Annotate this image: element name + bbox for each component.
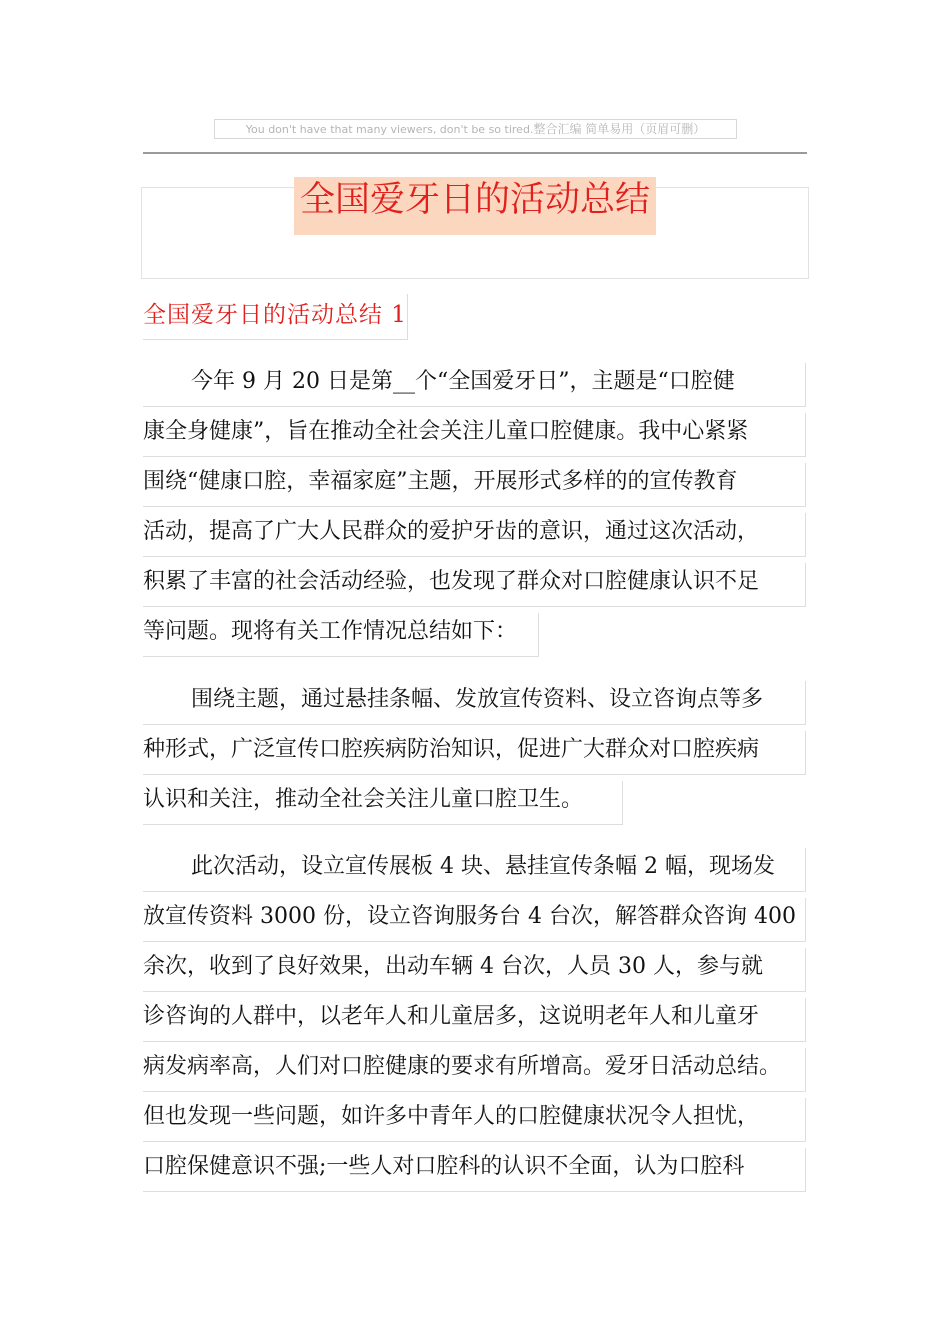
header-divider <box>143 152 807 154</box>
header-note: 整合汇编 简单易用（页眉可删） <box>533 122 706 136</box>
paragraph-line: 今年 9 月 20 日是第__个“全国爱牙日”，主题是“口腔健 <box>143 363 806 407</box>
paragraph-line: 余次，收到了良好效果，出动车辆 4 台次，人员 30 人，参与就 <box>143 948 806 992</box>
paragraph-line: 围绕“健康口腔，幸福家庭”主题，开展形式多样的的宣传教育 <box>143 463 806 507</box>
header-watermark: You don't have that many viewers, don't be so tired. <box>245 123 534 136</box>
page-header <box>214 119 737 139</box>
paragraph-line: 积累了丰富的社会活动经验，也发现了群众对口腔健康认识不足 <box>143 563 806 607</box>
paragraph-line: 但也发现一些问题，如许多中青年人的口腔健康状况令人担忧， <box>143 1098 806 1142</box>
paragraph-line: 口腔保健意识不强;一些人对口腔科的认识不全面，认为口腔科 <box>143 1148 806 1192</box>
paragraph-line: 认识和关注，推动全社会关注儿童口腔卫生。 <box>143 781 623 825</box>
document-title: 全国爱牙日的活动总结 <box>294 177 656 235</box>
paragraph-line: 此次活动，设立宣传展板 4 块、悬挂宣传条幅 2 幅，现场发 <box>143 848 806 892</box>
paragraph-line: 诊咨询的人群中，以老年人和儿童居多，这说明老年人和儿童牙 <box>143 998 806 1042</box>
paragraph-line: 病发病率高，人们对口腔健康的要求有所增高。爱牙日活动总结。 <box>143 1048 806 1092</box>
paragraph-line: 活动，提高了广大人民群众的爱护牙齿的意识，通过这次活动， <box>143 513 806 557</box>
paragraph-line: 围绕主题，通过悬挂条幅、发放宣传资料、设立咨询点等多 <box>143 681 806 725</box>
paragraph-line: 放宣传资料 3000 份，设立咨询服务台 4 台次，解答群众咨询 400 <box>143 898 806 942</box>
section-heading: 全国爱牙日的活动总结 1 <box>143 294 408 340</box>
paragraph-line: 康全身健康”，旨在推动全社会关注儿童口腔健康。我中心紧紧 <box>143 413 806 457</box>
paragraph-line: 种形式，广泛宣传口腔疾病防治知识，促进广大群众对口腔疾病 <box>143 731 806 775</box>
paragraph-line: 等问题。现将有关工作情况总结如下： <box>143 613 539 657</box>
